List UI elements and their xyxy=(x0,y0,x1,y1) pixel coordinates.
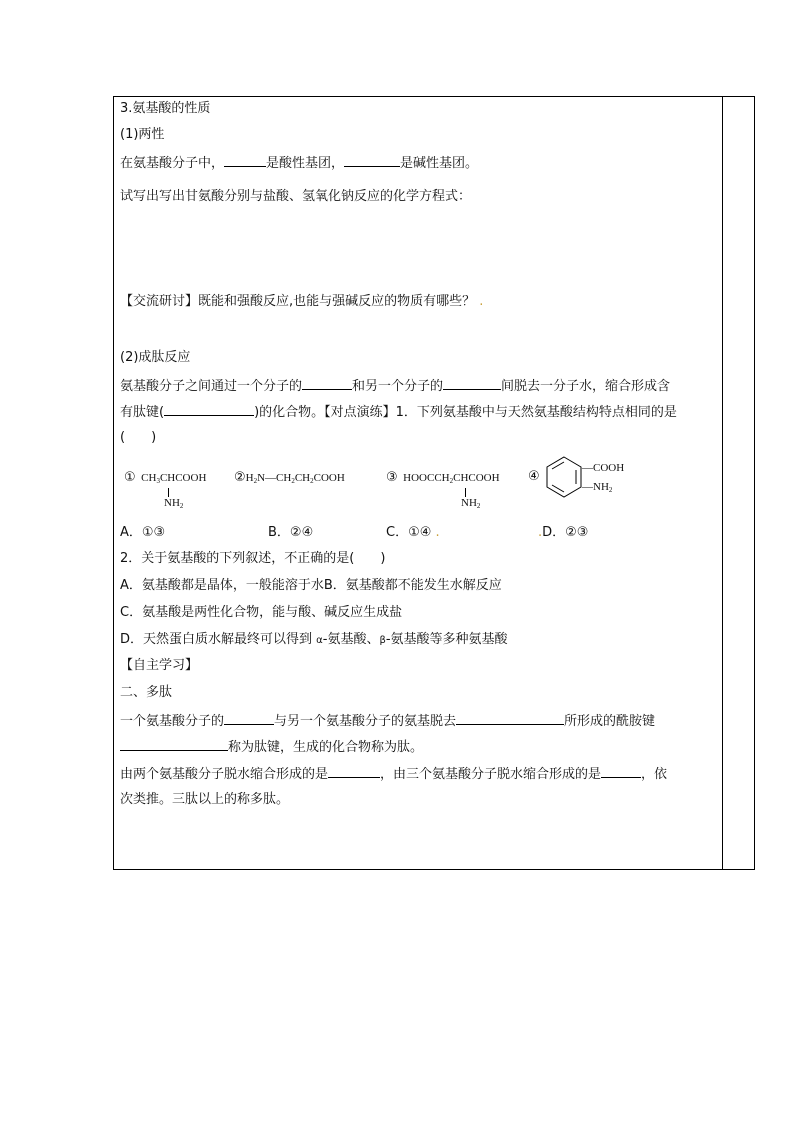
polypeptide-line1: 一个氨基酸分子的 与另一个氨基酸分子的氨基脱去 所形成的酰胺键 xyxy=(120,711,655,731)
polypeptide-line3: 由两个氨基酸分子脱水缩合形成的是 ，由三个氨基酸分子脱水缩合形成的是 ，依 xyxy=(120,764,667,784)
q2-option-a-b[interactable]: A．氨基酸都是晶体，一般能溶于水B．氨基酸都不能发生水解反应 xyxy=(120,578,502,593)
polypeptide-line2: 称为肽键，生成的化合物称为肽。 xyxy=(120,737,423,757)
amphoteric-heading: (1)两性 xyxy=(120,127,165,142)
q2-option-c[interactable]: C．氨基酸是两性化合物，能与酸、碱反应生成盐 xyxy=(120,605,403,620)
q1-option-a[interactable]: A．①③ xyxy=(120,525,166,540)
self-study-heading: 【自主学习】 xyxy=(120,658,199,673)
blank-dipeptide[interactable] xyxy=(328,764,380,778)
polypeptide-line4: 次类推。三肽以上的称多肽。 xyxy=(120,792,290,807)
q1-option-b[interactable]: B．②④ xyxy=(268,525,314,540)
amphoteric-line2: 试写出写出甘氨酸分别与盐酸、氢氧化钠反应的化学方程式： xyxy=(120,189,472,204)
q1-option-c[interactable]: C．①④ . xyxy=(386,525,440,540)
exchange-discussion: 【交流研讨】既能和强酸反应,也能与强碱反应的物质有哪些？ . xyxy=(120,294,484,309)
polypeptide-heading: 二、多肽 xyxy=(120,685,173,700)
blank-removed[interactable] xyxy=(456,711,564,725)
section-title: 3.氨基酸的性质 xyxy=(120,101,211,116)
condensation-heading: (2)成肽反应 xyxy=(120,350,191,365)
benzene-ring-icon xyxy=(544,455,584,499)
blank-amide-bond[interactable] xyxy=(120,737,228,751)
table-column-divider xyxy=(722,97,723,869)
blank-peptide-bond[interactable] xyxy=(164,402,254,416)
blank-tripeptide[interactable] xyxy=(601,764,641,778)
blank-carboxyl[interactable] xyxy=(224,711,274,725)
amphoteric-line1: 在氨基酸分子中， 是酸性基团， 是碱性基团。 xyxy=(120,153,478,173)
condensation-line3: ( ) xyxy=(120,430,157,445)
condensation-line2: 有肽键( )的化合物。【对点演练】1．下列氨基酸中与天然氨基酸结构特点相同的是 xyxy=(120,402,677,422)
condensation-line1: 氨基酸分子之间通过一个分子的 和另一个分子的 间脱去一分子水，缩合形成含 xyxy=(120,376,670,396)
q1-option-d[interactable]: .D．②③ xyxy=(538,525,589,540)
blank-base-group[interactable] xyxy=(344,153,400,167)
worksheet-table: 3.氨基酸的性质 (1)两性 在氨基酸分子中， 是酸性基团， 是碱性基团。 试写出写出甘氨酸分别与盐酸、氢氧化钠反应的化学方程式： 【交流研讨】既能和强酸反应,也能与强碱反应的物质有哪些？ . (2)成肽反应 氨基酸分子之间通过一个分子的 和另一个分子的 间脱去一分子水，缩合形成含 有肽键( )的化合物。【对点演练】1．下列氨基酸中与天然氨基酸结构特点相同的是 ( ) ① $CH_3CHCOOH$ $NH_2$ $②H_2N—CH_2CH_2COOH$ ③ $HOOCCH_2CHCOOH$ $NH_2$ ④ —COOH $—NH_2$ A．①③ B．②④ C．①④ . .D．②③ 2．关于氨基酸的下列叙述，不正确的是( ) A．氨基酸都是晶体，一般能溶于水B．氨基酸都不能发生水解反应 C．氨基酸是两性化合物，能与酸、碱反应生成盐 D．天然蛋白质水解最终可以得到 α-氨基酸、β-氨基酸等多种氨基酸 【自主学习】 二、多肽 一个氨基酸分子的 与另一个氨基酸分子的氨基脱去 所形成的酰胺键 称为肽键，生成的化合物称为肽。 由两个氨基酸分子脱水缩合形成的是 ，由三个氨基酸分子脱水缩合形成的是 ，依 次类推。三肽以上的称多肽。 xyxy=(113,96,755,870)
blank-group-1[interactable] xyxy=(302,376,352,390)
q2-option-d[interactable]: D．天然蛋白质水解最终可以得到 α-氨基酸、β-氨基酸等多种氨基酸 xyxy=(120,632,508,647)
blank-group-2[interactable] xyxy=(443,376,501,390)
q2-stem: 2．关于氨基酸的下列叙述，不正确的是( ) xyxy=(120,551,386,566)
blank-acid-group[interactable] xyxy=(224,153,266,167)
